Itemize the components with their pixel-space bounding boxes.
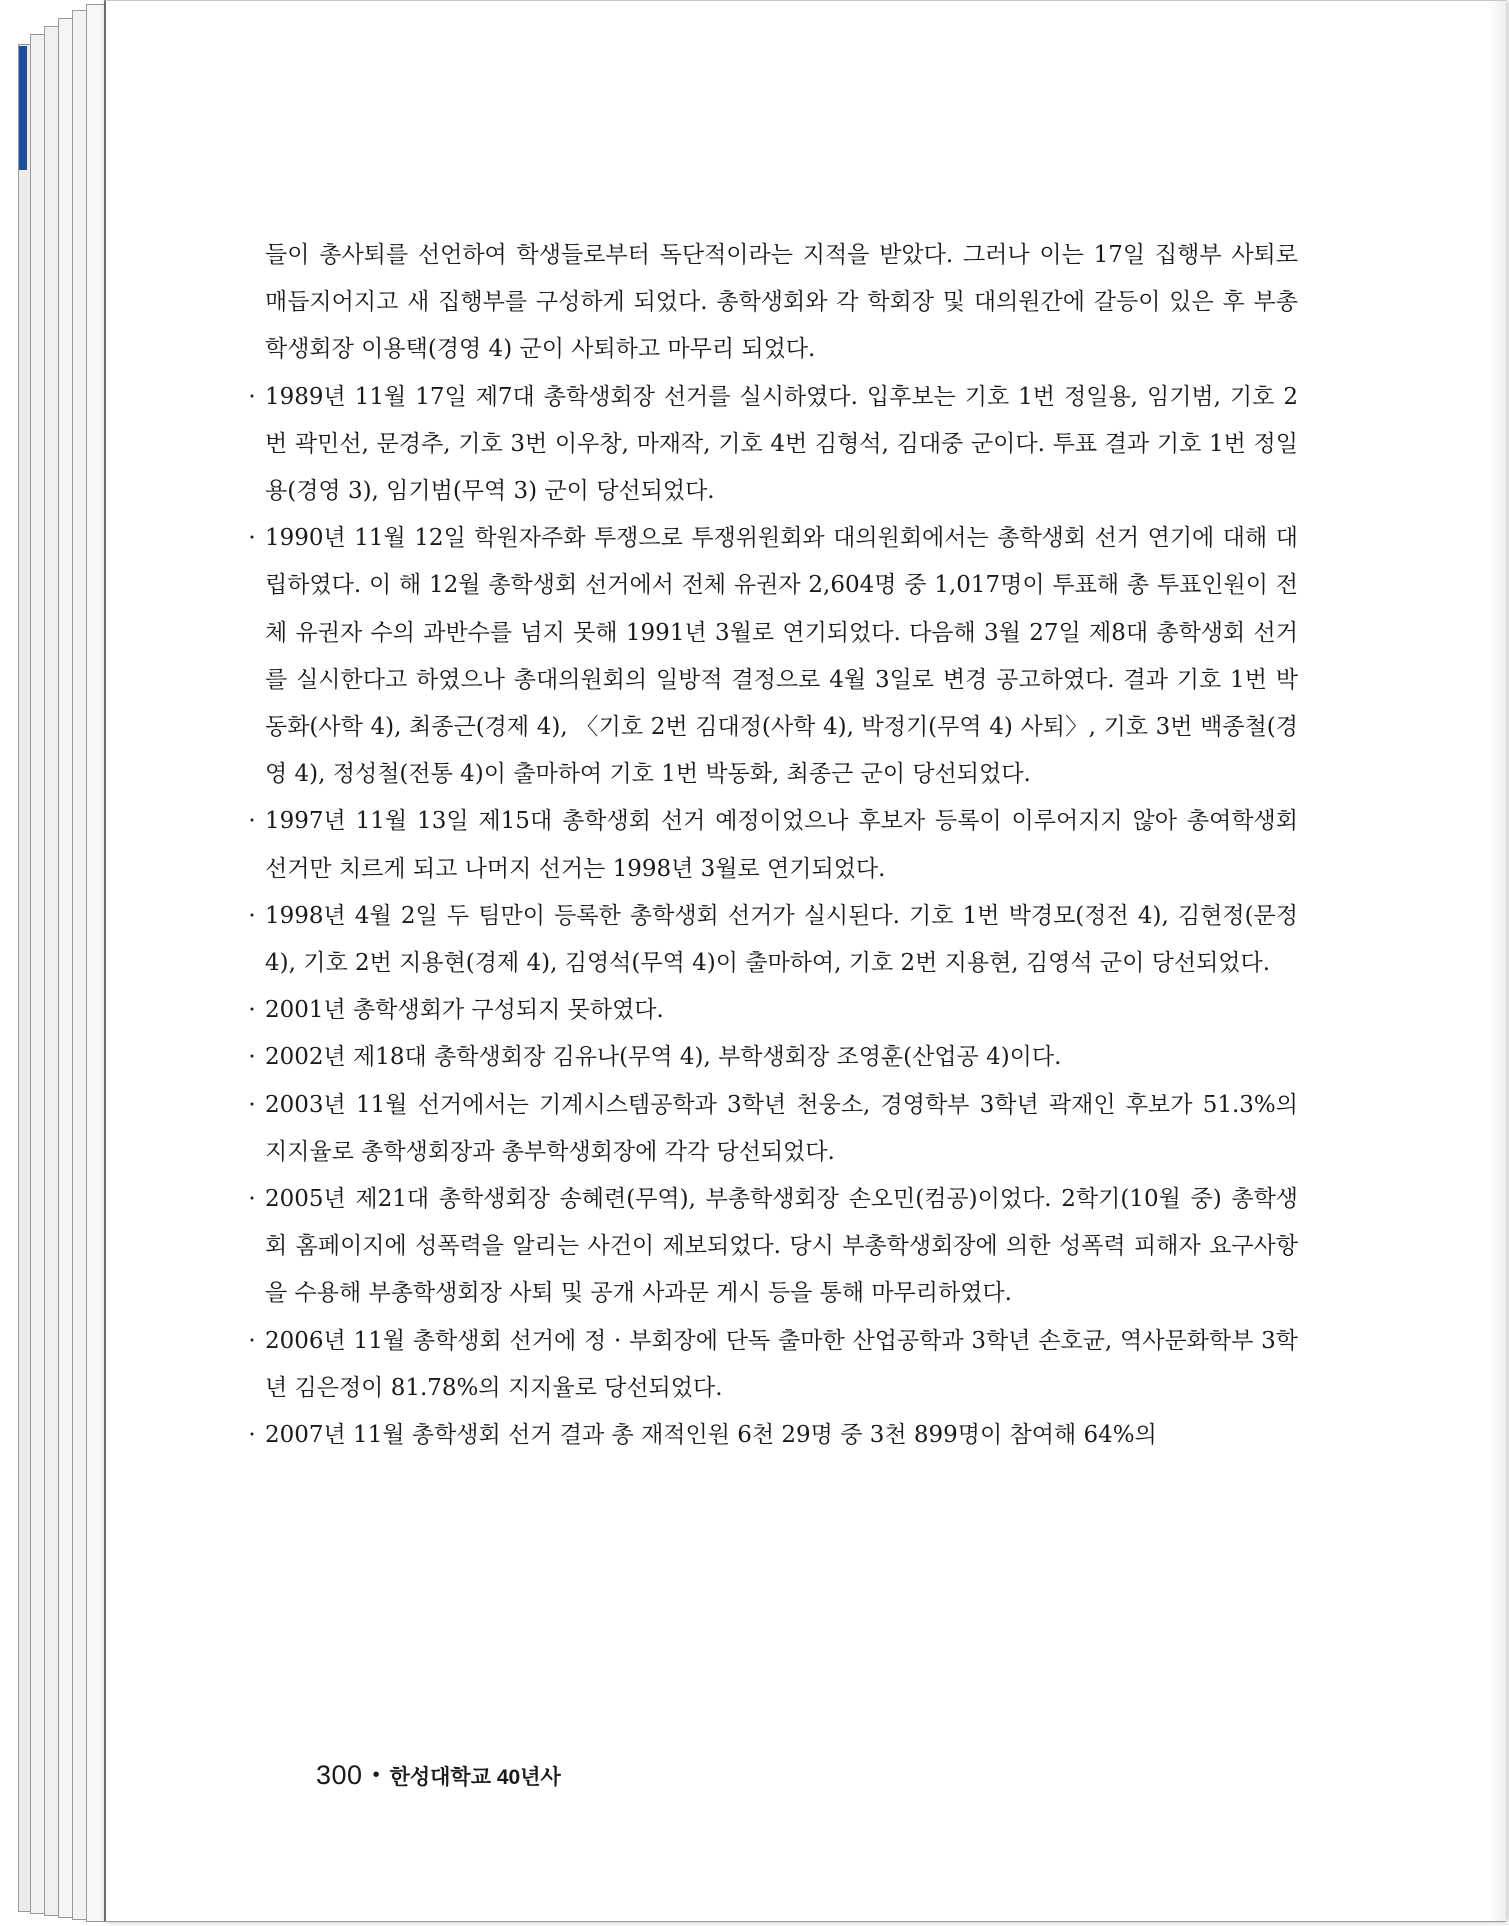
bullet: · [248,1091,256,1118]
body-text [243,232,1298,1459]
bullet: · [248,525,256,552]
paragraph-text: 2007년 11월 총학생회 선거 결과 총 재적인원 6천 29명 중 3천 899명이 참여해 64%의 [265,1422,1157,1449]
page-number: 300 [316,1760,363,1790]
paragraph [243,1082,1298,1176]
paragraph-text: 2005년 제21대 총학생회장 송혜련(무역), 부총학생회장 손오민(컴공)이었다. 2학기(10월 중) 총학생회 홈페이지에 성폭력을 알리는 사건이 제보되었다. 당시 부총학생회장에 의한 성폭력 피해자 요구사항을 수용해 부총학생회장 사퇴 및 공개 사과문 게시 등을 통해 마무리하였다. [265,1186,1298,1307]
bullet: · [248,902,256,929]
paragraph [243,1412,1298,1459]
bullet: · [248,1422,256,1449]
paragraph-text: 1997년 11월 13일 제15대 총학생회 선거 예정이었으나 후보자 등록이 이루어지지 않아 총여학생회 선거만 치르게 되고 나머지 선거는 1998년 3월로 연기되었다. [265,808,1298,882]
bullet: · [248,808,256,835]
paragraph-text: 1989년 11월 17일 제7대 총학생회장 선거를 실시하였다. 입후보는 기호 1번 정일용, 임기범, 기호 2번 곽민선, 문경추, 기호 3번 이우창, 마재작, 기호 4번 김형석, 김대중 군이다. 투표 결과 기호 1번 정일용(경영 3), 임기범(무역 3) 군이 당선되었다. [265,383,1298,505]
paragraph [243,374,1298,516]
page-footer [316,1760,561,1791]
bullet: · [248,1186,256,1213]
paragraph [243,232,1298,374]
bookmark-tab [19,46,27,170]
paragraph [243,987,1298,1034]
bullet: · [248,1327,256,1354]
paragraph-text: 2003년 11월 선거에서는 기계시스템공학과 3학년 천웅소, 경영학부 3학년 곽재인 후보가 51.3%의 지지율로 총학생회장과 총부학생회장에 각각 당선되었다. [265,1091,1298,1165]
footer-separator: • [372,1764,380,1786]
paragraph-text: 2001년 총학생회가 구성되지 못하였다. [265,997,664,1024]
paragraph [243,798,1298,892]
bullet: · [248,383,256,410]
paragraph-text: 들이 총사퇴를 선언하여 학생들로부터 독단적이라는 지적을 받았다. 그러나 이는 17일 집행부 사퇴로 매듭지어지고 새 집행부를 구성하게 되었다. 총학생회와 각 학회장 및 대의원간에 갈등이 있은 후 부총학생회장 이용택(경영 4) 군이 사퇴하고 마무리 되었다. [265,242,1298,363]
bullet: · [248,1044,256,1071]
paragraph-text: 1998년 4월 2일 두 팀만이 등록한 총학생회 선거가 실시된다. 기호 1번 박경모(정전 4), 김현정(문정 4), 기호 2번 지용현(경제 4), 김영석(무역 4)이 출마하여, 기호 2번 지용현, 김영석 군이 당선되었다. [265,902,1298,977]
paragraph-text: 2002년 제18대 총학생회장 김유나(무역 4), 부학생회장 조영훈(산업공 4)이다. [265,1044,1062,1071]
page-shading [1488,1,1506,1921]
paragraph [243,1318,1298,1412]
paragraph [243,1034,1298,1081]
paragraph [243,1176,1298,1318]
paragraph [243,893,1298,987]
book-title: 한성대학교 40년사 [389,1766,561,1789]
paragraph-text: 1990년 11월 12일 학원자주화 투쟁으로 투쟁위원회와 대의원회에서는 총학생회 선거 연기에 대해 대립하였다. 이 해 12월 총학생회 선거에서 전체 유권자 2,604명 중 1,017명이 투표해 총 투표인원이 전체 유권자 수의 과반수를 넘지 못해 1991년 3월로 연기되었다. 다음해 3월 27일 제8대 총학생회 선거를 실시한다고 하였으나 총대의원회의 일방적 결정으로 4월 3일로 변경 공고하였다. 결과 기호 1번 박동화(사학 4), 최종근(경제 4), 〈기호 2번 김대정(사학 4), 박정기(무역 4) 사퇴〉, 기호 3번 백종철(경영 4), 정성철(전통 4)이 출마하여 기호 1번 박동화, 최종근 군이 당선되었다. [265,525,1298,788]
paragraph-text: 2006년 11월 총학생회 선거에 정 · 부회장에 단독 출마한 산업공학과 3학년 손호균, 역사문화학부 3학년 김은정이 81.78%의 지지율로 당선되었다. [265,1327,1298,1401]
bullet: · [248,997,256,1024]
paragraph [243,515,1298,798]
